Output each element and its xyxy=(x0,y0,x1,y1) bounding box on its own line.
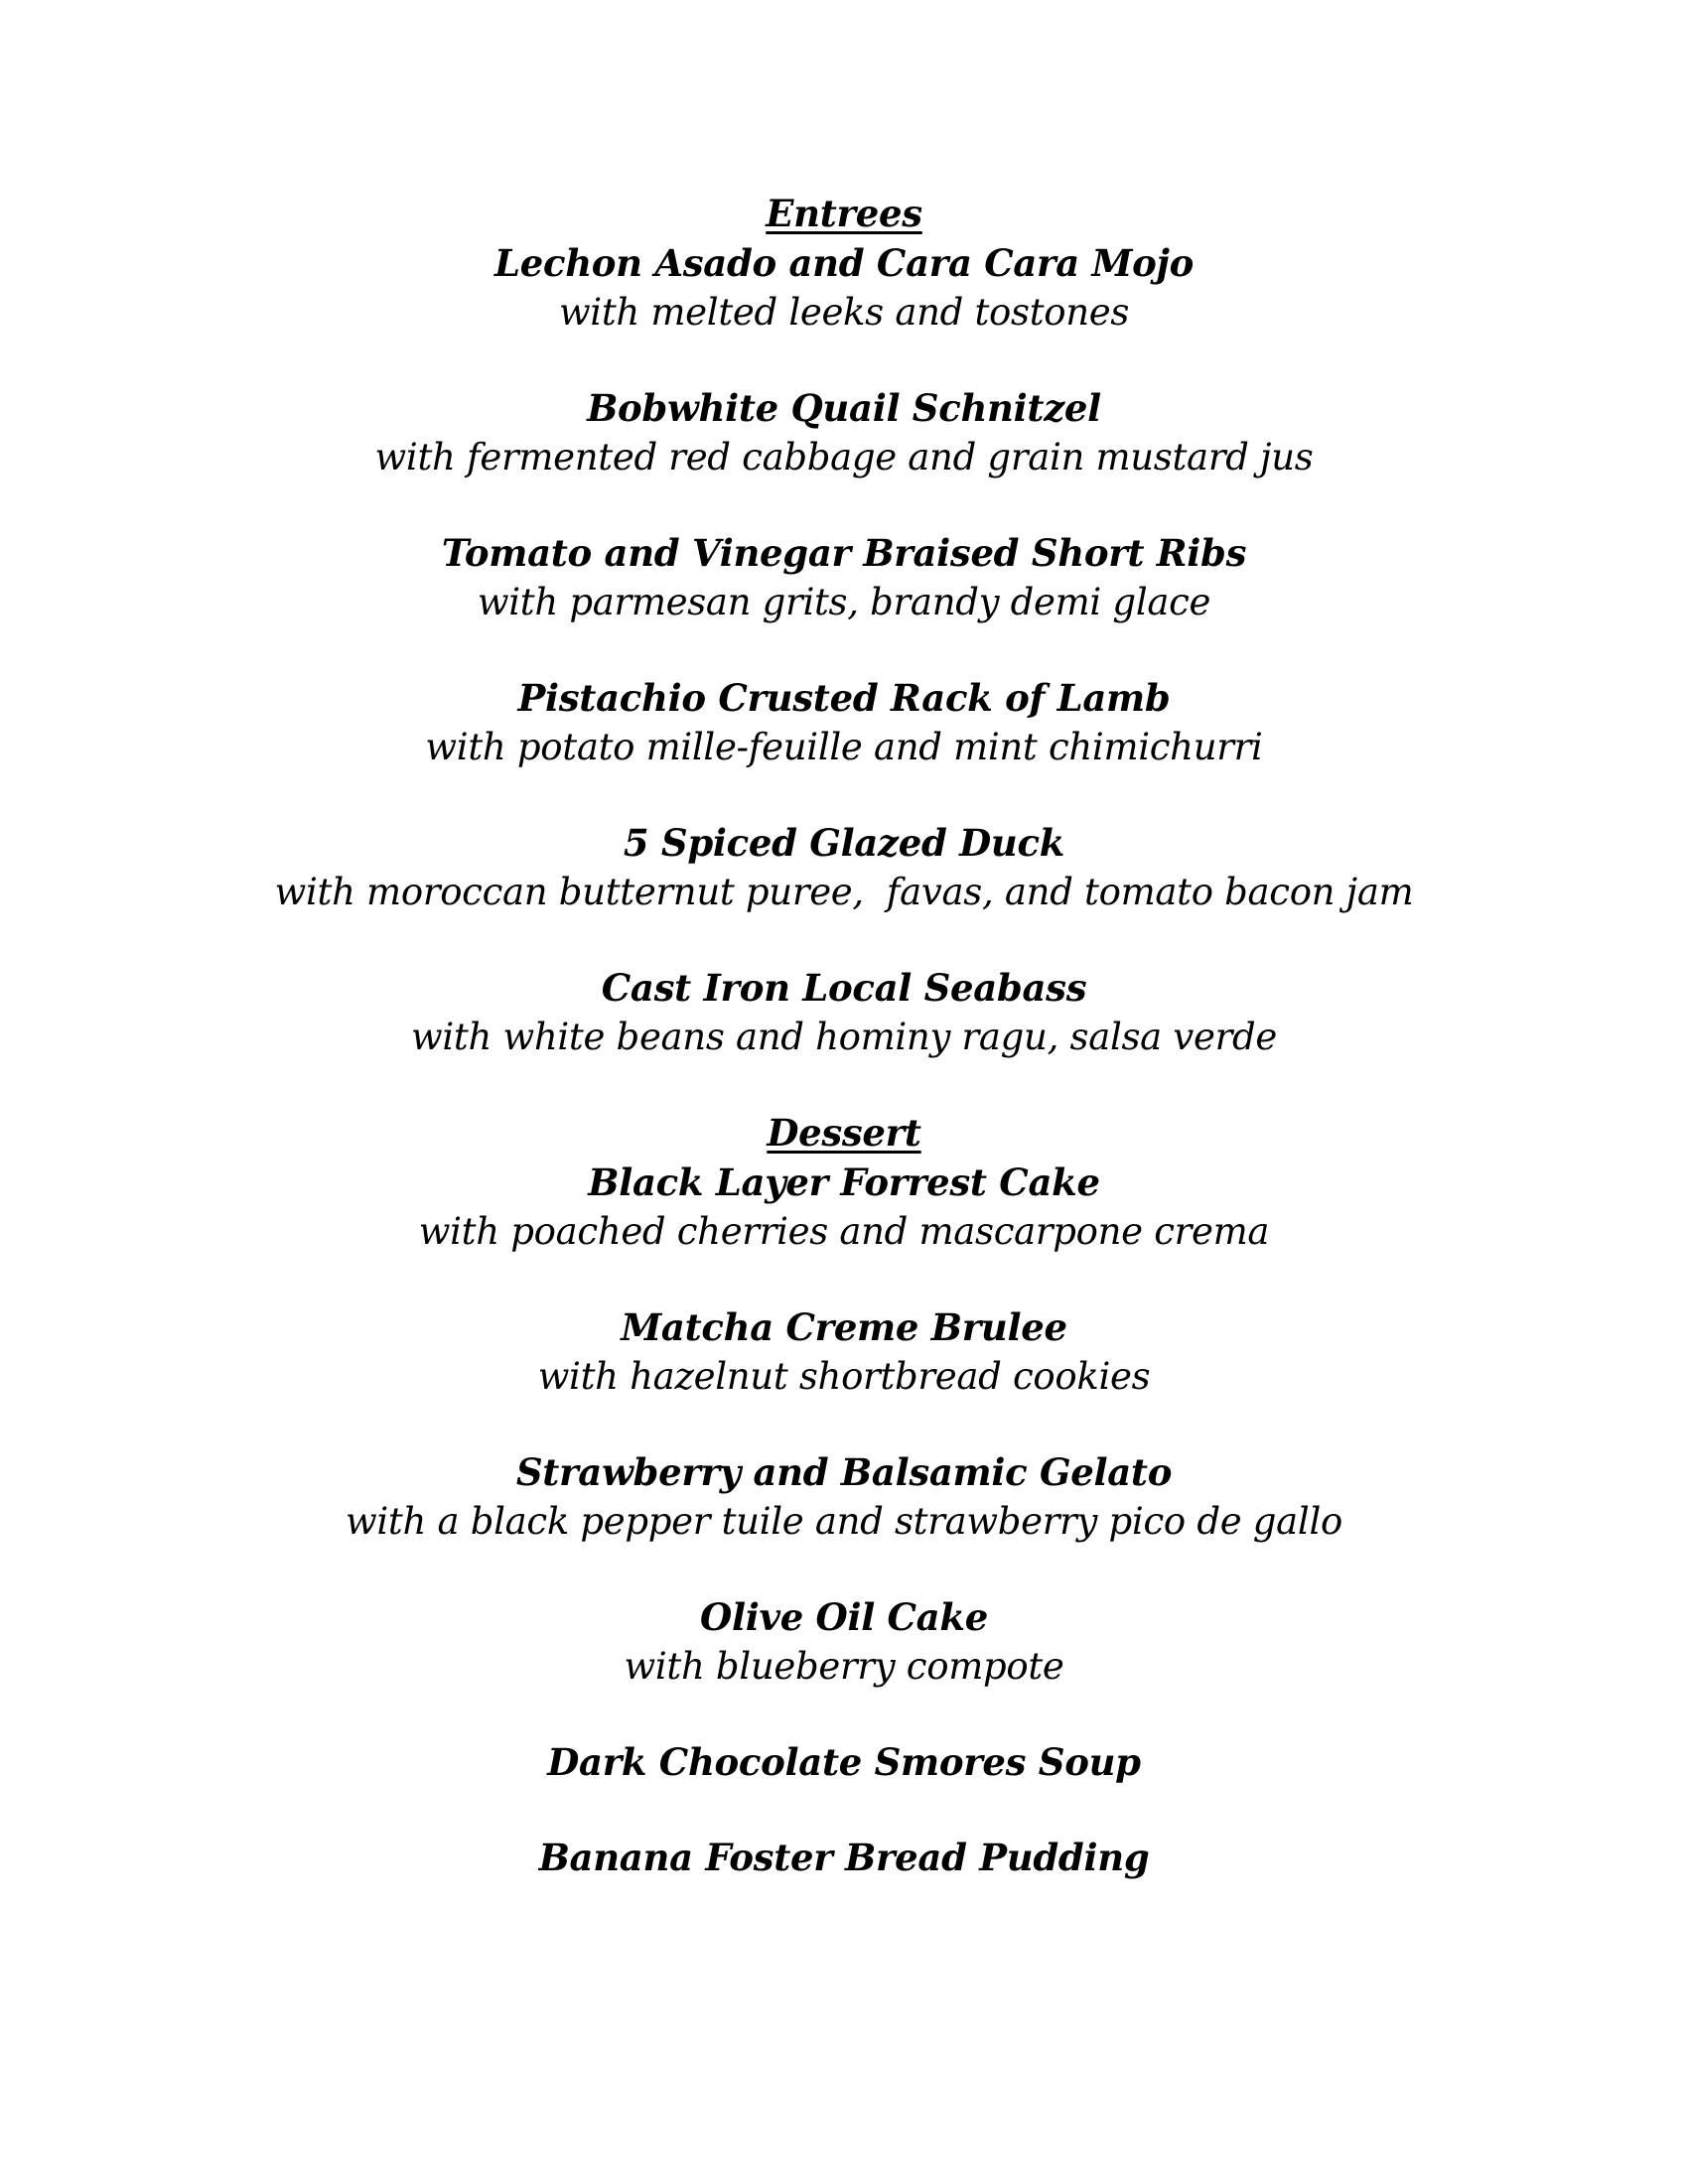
dish-description: with fermented red cabbage and grain mustard jus xyxy=(374,436,1314,478)
menu-item xyxy=(179,1302,1509,1402)
dish-description: with poached cherries and mascarpone crema xyxy=(418,1210,1270,1253)
menu xyxy=(179,0,1509,1882)
dish-description: with hazelnut shortbread cookies xyxy=(537,1355,1151,1398)
dish-name: Lechon Asado and Cara Cara Mojo xyxy=(494,241,1194,285)
menu-item xyxy=(179,1833,1509,1882)
menu-section-dessert xyxy=(179,1108,1509,1882)
dish-description: with parmesan grits, brandy demi glace xyxy=(477,581,1211,623)
menu-item xyxy=(179,1447,1509,1547)
dish-name: Olive Oil Cake xyxy=(700,1595,988,1639)
dish-name: 5 Spiced Glazed Duck xyxy=(623,821,1065,865)
dish-name: Bobwhite Quail Schnitzel xyxy=(587,386,1101,430)
dish-description: with a black pepper tuile and strawberry pico de gallo xyxy=(346,1500,1342,1543)
menu-section-entrees xyxy=(179,189,1509,1062)
menu-item xyxy=(179,1158,1509,1257)
menu-item xyxy=(179,818,1509,917)
dish-name: Banana Foster Bread Pudding xyxy=(538,1836,1150,1879)
section-title: Dessert xyxy=(767,1111,921,1155)
dish-description: with moroccan butternut puree, favas, and tomato bacon jam xyxy=(274,871,1414,913)
dish-name: Black Layer Forrest Cake xyxy=(588,1160,1100,1204)
menu-item xyxy=(179,238,1509,338)
dish-description: with melted leeks and tostones xyxy=(558,291,1130,334)
dish-name: Matcha Creme Brulee xyxy=(621,1305,1067,1349)
dish-description: with blueberry compote xyxy=(624,1645,1064,1688)
dish-name: Cast Iron Local Seabass xyxy=(601,966,1087,1010)
dish-name: Tomato and Vinegar Braised Short Ribs xyxy=(441,531,1247,575)
menu-item xyxy=(179,528,1509,627)
section-items xyxy=(179,238,1509,1062)
section-title: Entrees xyxy=(766,192,922,235)
menu-item xyxy=(179,673,1509,772)
menu-item xyxy=(179,383,1509,482)
dish-description: with potato mille-feuille and mint chimichurri xyxy=(425,726,1263,768)
dish-name: Strawberry and Balsamic Gelato xyxy=(515,1450,1173,1494)
dish-name: Pistachio Crusted Rack of Lamb xyxy=(517,676,1171,720)
dish-name: Dark Chocolate Smores Soup xyxy=(547,1740,1141,1784)
section-items xyxy=(179,1158,1509,1882)
menu-item xyxy=(179,963,1509,1062)
menu-item xyxy=(179,1592,1509,1692)
menu-item xyxy=(179,1737,1509,1787)
dish-description: with white beans and hominy ragu, salsa verde xyxy=(411,1016,1277,1058)
